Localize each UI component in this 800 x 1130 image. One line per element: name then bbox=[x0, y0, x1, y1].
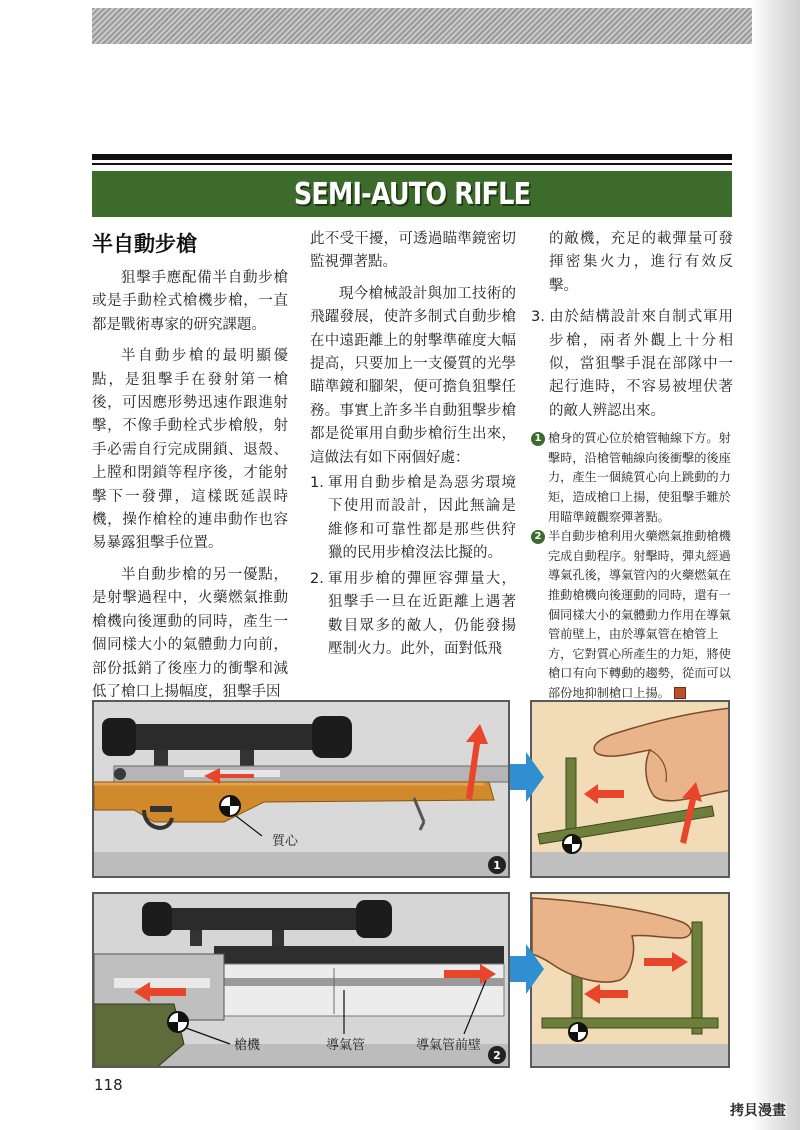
list-item bbox=[310, 472, 516, 566]
header-rule-thick bbox=[92, 154, 732, 160]
label-bolt: 槍機 bbox=[234, 1038, 261, 1053]
article-end-mark bbox=[674, 687, 686, 699]
list-number: 1. bbox=[310, 475, 324, 492]
header-rule-thin bbox=[92, 163, 732, 165]
paragraph: 的敵機，充足的載彈量可發揮密集火力，進行有效反擊。 bbox=[549, 231, 733, 294]
hand-bracket-illustration bbox=[532, 702, 730, 878]
blue-transition-arrow bbox=[510, 752, 544, 802]
figure-notes bbox=[531, 429, 733, 703]
figure-panel-hand-bracket-1 bbox=[530, 700, 730, 878]
text-column-2 bbox=[310, 228, 516, 661]
banner-title: SEMI-AUTO RIFLE bbox=[293, 176, 531, 212]
section-heading: 半自動步槍 bbox=[92, 232, 197, 256]
panel-number-badge: 2 bbox=[488, 1046, 506, 1064]
watermark: 拷貝漫畫 bbox=[730, 1103, 786, 1119]
top-pattern-band bbox=[92, 8, 760, 44]
list-number: 2. bbox=[310, 570, 324, 587]
paragraph: 此不受干擾，可透過瞄準鏡密切監視彈著點。 bbox=[310, 231, 516, 271]
panel-number-badge: 1 bbox=[488, 856, 506, 874]
title-banner bbox=[92, 171, 732, 217]
page-binding-shadow bbox=[752, 0, 800, 1130]
hand-bracket-illustration bbox=[532, 894, 730, 1068]
paragraph: 半自動步槍的另一優點，是射擊過程中，火藥燃氣推動槍機向後運動的同時，產生一個同樣大小的氣體動力向前，部份抵銷了後座力的衝擊和減低了槍口上揚幅度，狙擊手因 bbox=[92, 566, 288, 700]
text-column-1 bbox=[92, 229, 288, 704]
label-gas-tube-front-wall: 導氣管前壁 bbox=[416, 1038, 482, 1053]
label-gas-tube: 導氣管 bbox=[326, 1038, 366, 1053]
text-column-3 bbox=[531, 228, 733, 704]
list-item bbox=[310, 568, 516, 662]
rifle-recoil-illustration bbox=[94, 702, 510, 878]
label-center-of-mass: 質心 bbox=[272, 834, 299, 849]
paragraph: 狙擊手應配備半自動步槍或是手動栓式槍機步槍，一直都是戰術專家的研究課題。 bbox=[92, 270, 288, 333]
note-number-badge: 1 bbox=[531, 432, 545, 446]
list-text: 軍用步槍的彈匣容彈量大，狙擊手一旦在近距離上遇著數目眾多的敵人，仍能發揚壓制火力。此外，面對低飛 bbox=[328, 570, 516, 657]
page-number: 118 bbox=[94, 1076, 123, 1094]
note-number-badge: 2 bbox=[531, 530, 545, 544]
paragraph: 現今槍械設計與加工技術的飛躍發展，使許多制式自動步槍在中遠距離上的射擊準確度大幅提高，只要加上一支優質的光學瞄準鏡和腳架，便可擔負狙擊任務。事實上許多半自動狙擊步槍都是從軍用自動步槍衍生出來，這做法有如下兩個好處： bbox=[310, 285, 516, 466]
figure-panel-hand-bracket-2 bbox=[530, 892, 730, 1068]
list-item bbox=[531, 306, 733, 423]
paragraph: 半自動步槍的最明顯優點，是狙擊手在發射第一槍後，可因應形勢迅速作跟進射擊，不像手動栓式步槍般，射手必需自行完成開鎖、退殼、上膛和閉鎖等程序後，才能射擊下一發彈，這樣既延誤時機，操作槍栓的連串動作也容易暴露狙擊手位置。 bbox=[92, 348, 288, 552]
note-text: 半自動步槍利用火藥燃氣推動槍機完成自動程序。射擊時，彈丸經過導氣孔後，導氣管內的火藥燃氣在推動槍機向後運動的同時，還有一個同樣大小的氣體動力作用在導氣管前壁上，由於導氣管在槍管上方，它對質心所產生的力矩，將使槍口有向下轉動的趨勢，從而可以部份地抑制槍口上揚。 bbox=[548, 529, 731, 700]
list-number: 3. bbox=[531, 309, 545, 326]
list-text: 由於結構設計來自制式軍用步槍，兩者外觀上十分相似，當狙擊手混在部隊中一起行進時，不容易被埋伏著的敵人辨認出來。 bbox=[549, 309, 733, 419]
figure-panel-rifle-recoil bbox=[92, 700, 510, 878]
list-text: 軍用自動步槍是為惡劣環境下使用而設計，因此無論是維修和可靠性都是那些供狩獵的民用步槍沒法比擬的。 bbox=[328, 475, 516, 562]
figure-panel-gas-system bbox=[92, 892, 510, 1068]
note-text: 槍身的質心位於槍管軸線下方。射擊時，沿槍管軸線向後衝擊的後座力，產生一個繞質心向上跳動的力矩，造成槍口上揚，使狙擊手難於用瞄準鏡觀察彈著點。 bbox=[548, 431, 731, 524]
figure-note-2 bbox=[531, 527, 733, 703]
figure-note-1 bbox=[531, 429, 733, 527]
blue-transition-arrow bbox=[510, 944, 544, 994]
